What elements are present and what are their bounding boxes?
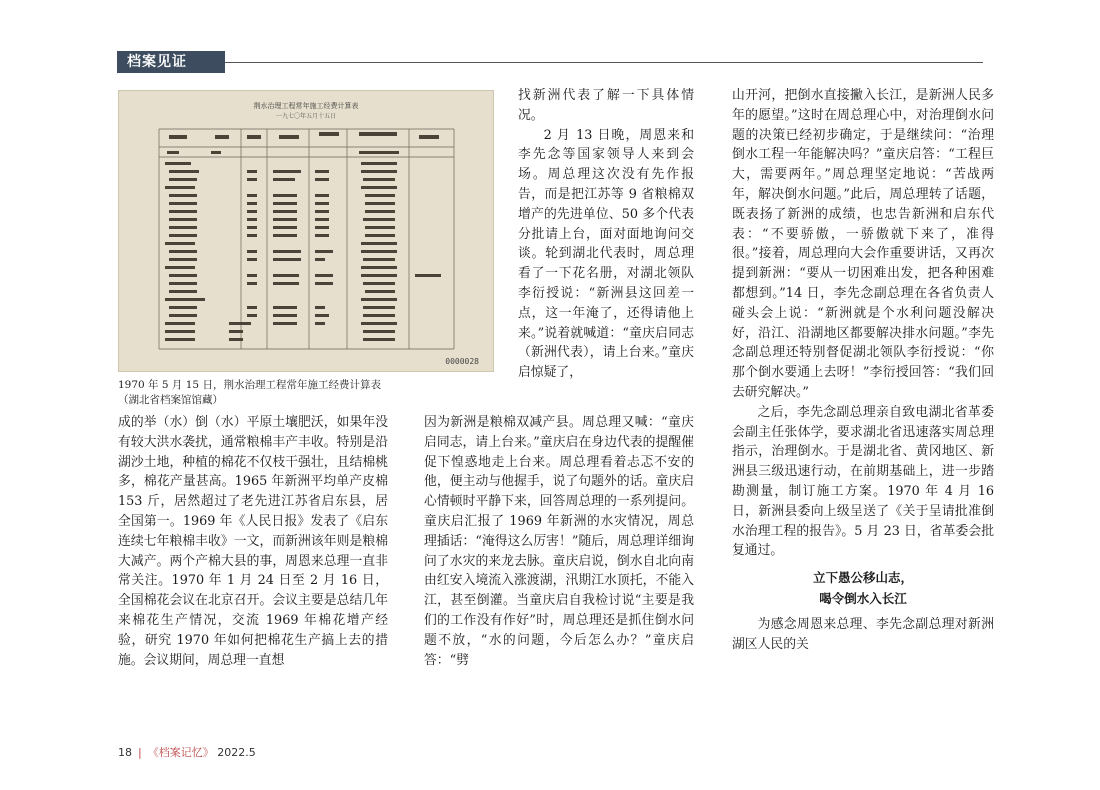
text-column-2	[424, 413, 694, 670]
text-column-upper	[518, 86, 694, 383]
paragraph: 为感念周恩来总理、李先念副总理对新洲湖区人民的关	[732, 617, 994, 652]
text-column-1	[118, 413, 388, 670]
archive-document-photo	[118, 90, 494, 372]
paragraph: 2 月 13 日晚，周恩来和李先念等国家领导人来到会场。周总理这次没有先作报告，而是把江苏等 9 省粮棉双增产的先进单位、50 多个代表分批请上台，面对面地询问交谈。轮到湖北代表时，周总理看了一下花名册，对湖北领队李衍授说：“新洲县这回差一点，这一年淹了，还得请他上来。”说着就喊道：“童庆启同志（新洲代表），请上台来。”童庆启惊疑了，	[518, 127, 694, 381]
paragraph: 成的举（水）倒（水）平原土壤肥沃，如果年没有较大洪水袭扰，通常粮棉丰产丰收。特别是沿湖沙土地，种植的棉花不仅枝干强壮，且结棉桃多，棉花产量甚高。1965 年新洲平均单产皮棉 153 斤，居然超过了老先进江苏省启东县，居全国第一。1969 年《人民日报》发表了《启东连续七年粮棉丰收》一文，而新洲该年则是粮棉大减产。两个产棉大县的事，周恩来总理一直非常关注。1970 年 1 月 24 日至 2 月 16 日，全国棉花会议在北京召开。会议主要是总结几年来棉花生产情况，交流 1969 年棉花增产经验，研究 1970 年如何把棉花生产搞上去的措施。会议期间，周总理一直想	[118, 415, 388, 668]
magazine-title: 《档案记忆》	[147, 746, 214, 759]
footer-separator: |	[138, 746, 142, 759]
header-rule	[225, 62, 983, 63]
issue-number: 2022.5	[217, 746, 256, 759]
doc-subtitle: 一九七〇年五月十五日	[275, 113, 336, 120]
page-footer	[118, 744, 256, 760]
paragraph: 因为新洲是粮棉双减产县。周总理又喊：“童庆启同志，请上台来。”童庆启在身边代表的提醒催促下惶惑地走上台来。周总理看着忐忑不安的他，便主动与他握手，说了句题外的话。童庆启心情顿时平静下来，回答周总理的一系列提问。童庆启汇报了 1969 年新洲的水灾情况，周总理插话：“淹得这么厉害！”随后，周总理详细询问了水灾的来龙去脉。童庆启说，倒水自北向南由红安入境流入涨渡湖，汛期江水顶托，不能入江，甚至倒灌。当童庆启自我检讨说“主要是我们的工作没有作好”时，周总理还是抓住倒水问题不放，“水的问题，今后怎么办？”童庆启答：“劈	[424, 415, 694, 668]
text-column-3	[732, 86, 994, 655]
page-number: 18	[118, 746, 132, 759]
doc-table-lines	[119, 91, 494, 372]
paragraph: 找新洲代表了解一下具体情况。	[518, 88, 694, 123]
paragraph: 之后，李先念副总理亲自致电湖北省革委会副主任张体学，要求湖北省迅速落实周总理指示，治理倒水。于是湖北省、黄冈地区、新洲县三级迅速行动，在前期基础上，进一步踏勘测量，制订施工方案。1970 年 4 月 16 日，新洲县委向上级呈送了《关于呈请批准倒水治理工程的报告》。5 月 23 日，省革委会批复通过。	[732, 404, 994, 559]
doc-title: 荆水治理工程常年施工经费计算表	[253, 102, 359, 110]
caption-line-1: 1970 年 5 月 15 日，荆水治理工程常年施工经费计算表	[118, 379, 381, 391]
section-tag: 档案见证	[117, 51, 225, 73]
paragraph: 山开河，把倒水直接撇入长江，是新洲人民多年的愿望。”这时在周总理心中，对治理倒水问题的决策已经初步确定，于是继续问：“治理倒水工程一年能解决吗？”童庆启答：“工程巨大，需要两年。”周总理坚定地说：“苦战两年，解决倒水问题。”此后，周总理转了话题，既表扬了新洲的成绩，也忠告新洲和启东代表：“不要骄傲，一骄傲就下来了，准得很。”接着，周总理向大会作重要讲话，又再次提到新洲：“要从一切困难出发，把各种困难都想到。”14 日，李先念副总理在各省负责人碰头会上说：“新洲就是个水利问题没解决好，沿江、沿湖地区都要解决排水问题。”李先念副总理还特别督促湖北领队李衍授说：“你那个倒水要通上去呀！”李衍授回答：“我们回去研究解决。”	[732, 88, 994, 400]
caption-line-2: （湖北省档案馆馆藏）	[118, 394, 223, 406]
figure-caption	[118, 378, 496, 408]
section-subheading: 立下愚公移山志，	[812, 570, 913, 586]
doc-serial-number: 0000028	[445, 357, 479, 366]
section-subheading: 喝令倒水入长江	[819, 591, 907, 607]
